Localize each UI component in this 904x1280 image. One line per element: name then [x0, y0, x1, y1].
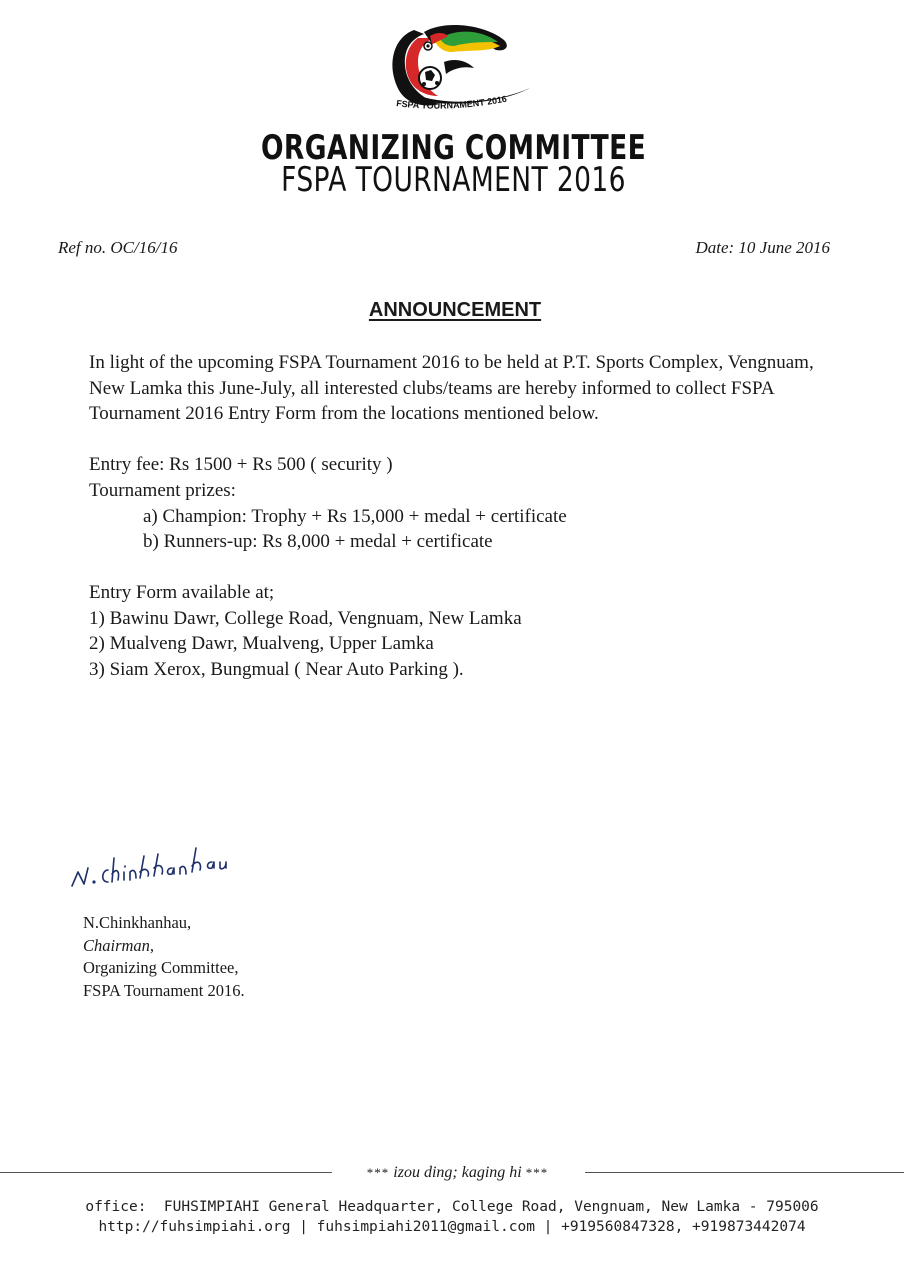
- signatory-event: FSPA Tournament 2016.: [83, 980, 245, 1000]
- tournament-title: FSPA TOURNAMENT 2016: [281, 160, 626, 200]
- contact-info: http://fuhsimpiahi.org | fuhsimpiahi2011@gmail.com | +919560847328, +919873442074: [98, 1219, 806, 1235]
- entry-fee: Entry fee: Rs 1500 + Rs 500 ( security ): [89, 454, 393, 475]
- prize-item: a) Champion: Trophy + Rs 15,000 + medal + certificate: [143, 506, 567, 527]
- location-item: 3) Siam Xerox, Bungmual ( Near Auto Parking ).: [89, 659, 464, 680]
- footer-divider-left: [0, 1172, 332, 1173]
- committee-title: ORGANIZING COMMITTEE: [260, 128, 647, 168]
- prize-item: b) Runners-up: Rs 8,000 + medal + certificate: [143, 531, 493, 552]
- location-item: 2) Mualveng Dawr, Mualveng, Upper Lamka: [89, 633, 434, 654]
- signatory-name: N.Chinkhanhau,: [83, 913, 192, 932]
- fspa-logo: [384, 18, 534, 116]
- location-item: 1) Bawinu Dawr, College Road, Vengnuam, New Lamka: [89, 608, 522, 629]
- reference-number: Ref no. OC/16/16: [58, 238, 178, 257]
- signatory-title: Chairman,: [83, 935, 155, 955]
- signatory-block: [83, 912, 245, 1002]
- office-address: office: FUHSIMPIAHI General Headquarter, College Road, Vengnuam, New Lamka - 795006: [85, 1199, 819, 1215]
- announcement-intro: In light of the upcoming FSPA Tournament 2016 to be held at P.T. Sports Complex, Vengnuam, New Lamka this June-July, all interested clubs/teams are hereby informed to collect FSPA Tournament 2016 Entry Form from the locations mentioned below.: [89, 352, 814, 424]
- motto-text: izou ding; kaging hi: [393, 1164, 522, 1181]
- footer-divider-right: [585, 1172, 904, 1173]
- letter-date: Date: 10 June 2016: [695, 238, 830, 257]
- handwritten-signature: [68, 838, 233, 890]
- prizes-label: Tournament prizes:: [89, 480, 236, 501]
- announcement-heading: ANNOUNCEMENT: [368, 299, 542, 321]
- footer-motto: [330, 1164, 585, 1182]
- motto-stars: ***: [366, 1165, 390, 1180]
- locations-label: Entry Form available at;: [89, 582, 275, 603]
- logo-text: FSPA TOURNAMENT 2016: [395, 93, 508, 111]
- motto-stars: ***: [525, 1165, 549, 1180]
- signatory-org: Organizing Committee,: [83, 958, 239, 977]
